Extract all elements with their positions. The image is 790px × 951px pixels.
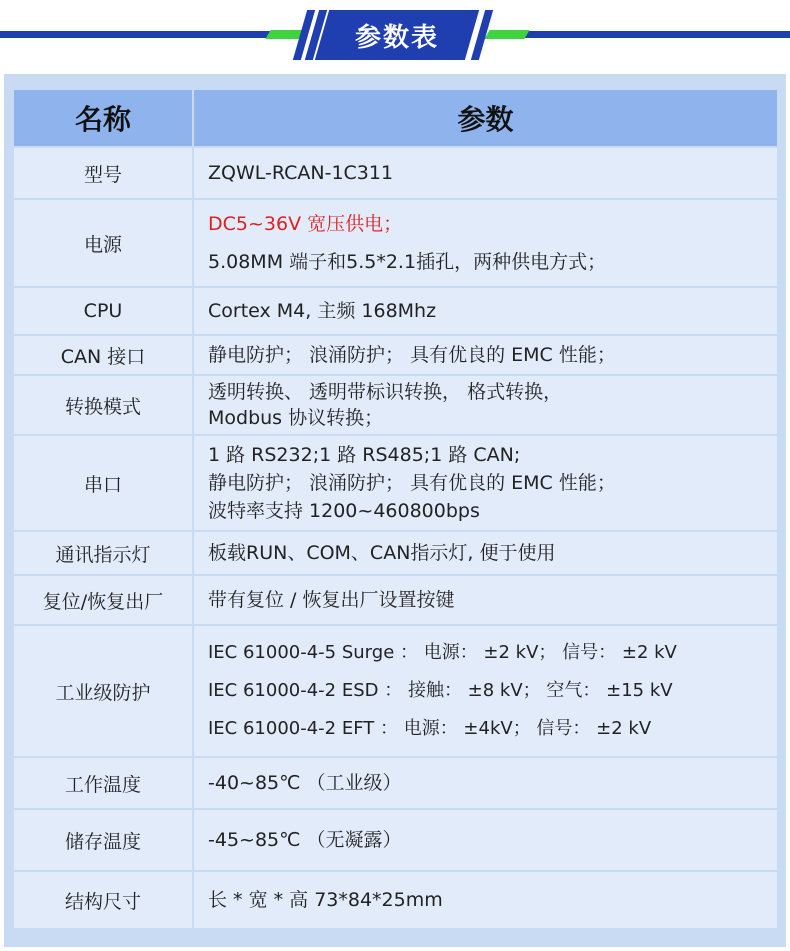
value-line: Modbus 协议转换； bbox=[208, 407, 384, 429]
table-row bbox=[13, 287, 778, 335]
value-line: ZQWL-RCAN-1C311 bbox=[208, 162, 394, 184]
table-row bbox=[13, 575, 778, 625]
row-value bbox=[193, 147, 778, 199]
row-value bbox=[193, 575, 778, 625]
row-label: 结构尺寸 bbox=[13, 871, 193, 929]
table-row bbox=[13, 335, 778, 375]
row-label: 复位/恢复出厂 bbox=[13, 575, 193, 625]
table-row bbox=[13, 531, 778, 575]
row-label: 储存温度 bbox=[13, 809, 193, 871]
spec-table bbox=[12, 88, 779, 930]
table-row bbox=[13, 435, 778, 531]
value-line: 1 路 RS232;1 路 RS485;1 路 CAN; bbox=[208, 444, 521, 466]
row-value bbox=[193, 871, 778, 929]
table-row bbox=[13, 757, 778, 809]
table-row bbox=[13, 147, 778, 199]
value-line: Cortex M4, 主频 168Mhz bbox=[208, 300, 437, 322]
value-line: 5.08MM 端子和5.5*2.1插孔，两种供电方式； bbox=[208, 251, 607, 273]
row-label: 型号 bbox=[13, 147, 193, 199]
header-name: 名称 bbox=[13, 89, 193, 147]
row-value bbox=[193, 375, 778, 435]
value-line-highlight: DC5~36V 宽压供电； bbox=[208, 213, 403, 235]
row-value bbox=[193, 287, 778, 335]
table-row bbox=[13, 871, 778, 929]
table-row bbox=[13, 375, 778, 435]
row-label: CAN 接口 bbox=[13, 335, 193, 375]
row-label: 工业级防护 bbox=[13, 625, 193, 757]
value-line: IEC 61000-4-2 ESD ： 接触： ±8 kV； 空气： ±15 kV bbox=[208, 680, 673, 701]
table-row bbox=[13, 625, 778, 757]
value-line: IEC 61000-4-2 EFT ： 电源： ±4kV； 信号： ±2 kV bbox=[208, 718, 652, 739]
title-banner bbox=[0, 0, 790, 68]
row-value bbox=[193, 335, 778, 375]
value-line: -40~85℃ （工业级） bbox=[208, 772, 402, 794]
row-label: 通讯指示灯 bbox=[13, 531, 193, 575]
row-value bbox=[193, 199, 778, 287]
row-label: CPU bbox=[13, 287, 193, 335]
value-line: IEC 61000-4-5 Surge ： 电源： ±2 kV； 信号： ±2 kV bbox=[208, 642, 677, 663]
banner-accent-right bbox=[484, 30, 529, 39]
value-line: 带有复位 / 恢复出厂设置按键 bbox=[208, 589, 455, 611]
value-line: -45~85℃ （无凝露） bbox=[208, 829, 402, 851]
row-value bbox=[193, 531, 778, 575]
table-row bbox=[13, 809, 778, 871]
value-line: 板载RUN、COM、CAN指示灯, 便于使用 bbox=[208, 542, 556, 564]
row-label: 电源 bbox=[13, 199, 193, 287]
value-line: 长 * 宽 * 高 73*84*25mm bbox=[208, 889, 443, 911]
value-line: 静电防护； 浪涌防护； 具有优良的 EMC 性能； bbox=[208, 472, 616, 494]
row-value bbox=[193, 435, 778, 531]
row-value bbox=[193, 625, 778, 757]
banner-line-left bbox=[0, 31, 300, 38]
row-label: 工作温度 bbox=[13, 757, 193, 809]
row-value bbox=[193, 757, 778, 809]
value-line: 静电防护； 浪涌防护； 具有优良的 EMC 性能； bbox=[208, 344, 616, 366]
banner-line-right bbox=[492, 31, 790, 38]
value-line: 波特率支持 1200~460800bps bbox=[208, 500, 480, 522]
table-row bbox=[13, 199, 778, 287]
row-label: 串口 bbox=[13, 435, 193, 531]
header-value: 参数 bbox=[193, 89, 778, 147]
value-line: 透明转换、 透明带标识转换， 格式转换， bbox=[208, 381, 563, 403]
table-header-row bbox=[13, 89, 778, 147]
page-title: 参数表 bbox=[354, 22, 439, 53]
row-value bbox=[193, 809, 778, 871]
row-label: 转换模式 bbox=[13, 375, 193, 435]
